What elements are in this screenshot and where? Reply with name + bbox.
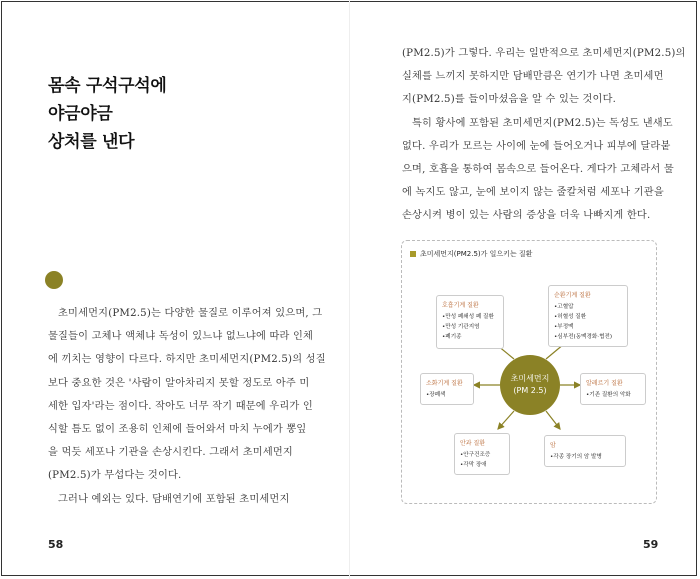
box-cancer [544,435,626,467]
box-item: •안구건조증 [460,452,491,458]
text-line: 실체를 느끼지 못하지만 담배만큼은 연기가 나면 초미세먼 [402,71,664,83]
page-number-left: 58 [48,538,64,551]
text-line: 보다 중요한 것은 '사람이 알아차리지 못할 정도로 아주 미 [48,377,310,389]
text-line: 없다. 우리가 모르는 사이에 눈에 들어오거나 피부에 달라붙 [402,140,671,152]
text-line: 에 끼치는 영향이 다르다. 하지만 초미세먼지(PM2.5)의 성질 [48,354,326,366]
text-line: (PM2.5)가 무섭다는 것이다. [48,470,182,482]
text-line: 에 녹지도 않고, 눈에 보이지 않는 줄칼처럼 세포나 기관을 [402,187,664,199]
box-item: •장폐색 [426,392,446,398]
heading-line: 상처를 낸다 [48,132,135,152]
section-heading [48,72,166,156]
center-label-line: (PM 2.5) [513,386,547,395]
text-line: 초미세먼지(PM2.5)는 다양한 물질로 이루어져 있으며, 그 [58,308,323,319]
box-item: •각종 장기의 암 발병 [550,454,602,460]
arrow-eye [498,411,514,429]
diagram-title-text: 초미세먼지(PM2.5)가 일으키는 질환 [420,250,533,258]
box-title: 소화기계 질환 [426,380,463,387]
box-digestive [420,373,474,405]
box-item: •만성 기관지염 [442,324,480,330]
text-line: 식할 틈도 없이 조용히 인체에 들어와서 마치 누에가 뽕잎 [48,424,307,436]
center-node [500,355,560,415]
left-body-text [48,302,326,511]
text-line: 그러나 예외는 있다. 담배연기에 포함된 초미세먼지 [58,493,290,505]
text-line: 손상시켜 병이 있는 사람의 증상을 더욱 나빠지게 한다. [402,210,651,222]
book-spine [349,0,350,579]
text-line: 특히 황사에 포함된 초미세먼지(PM2.5)는 독성도 낸새도 [412,117,673,129]
page-number-right: 59 [643,538,659,551]
text-line: 물질들이 고체나 액체냐 독성이 있느냐 없느냐에 따라 인체 [48,331,314,343]
box-item: •허혈성 질환 [554,314,587,320]
center-label-line: 초미세먼지 [510,374,550,383]
box-title: 안과 질환 [460,440,486,447]
text-line: (PM2.5)가 그렇다. 우리는 일반적으로 초미세먼지(PM2.5)의 [402,48,686,59]
box-title: 순환기계 질환 [554,292,591,299]
box-title: 호흡기계 질환 [442,302,479,309]
text-line: 세한 입자'라는 점이다. 작아도 너무 작기 때문에 우리가 인 [48,400,313,412]
box-item: •심부전(동맥경화·협전) [554,334,613,340]
box-item: •기존 질환의 악화 [586,392,631,398]
arrow-cancer [546,411,560,429]
box-item: •각막 장애 [460,462,487,468]
box-respiratory [436,295,504,349]
box-allergy [580,373,646,405]
section-dot [45,271,63,289]
text-line: 지(PM2.5)를 들이마셨음을 알 수 있는 것이다. [402,94,617,106]
box-item: •폐기종 [442,334,462,340]
box-title: 암 [550,442,556,449]
text-line: 으며, 호흡을 통하여 몸속으로 들어온다. 게다가 고체라서 물 [402,164,674,176]
box-eye [454,433,510,475]
heading-line: 몸속 구석구석에 [48,76,167,96]
right-body-text [402,42,686,228]
disease-diagram [401,240,657,504]
box-item: •부정맥 [554,324,574,330]
box-item: •만성 폐쇄성 폐 질환 [442,314,494,320]
heading-line: 야금야금 [48,104,113,124]
text-line: 을 먹듯 세포나 기관을 손상시킨다. 그래서 초미세먼지 [48,447,293,459]
box-circulatory [548,285,628,347]
box-item: •고혈압 [554,304,574,310]
box-title: 알레르기 질환 [586,380,623,387]
